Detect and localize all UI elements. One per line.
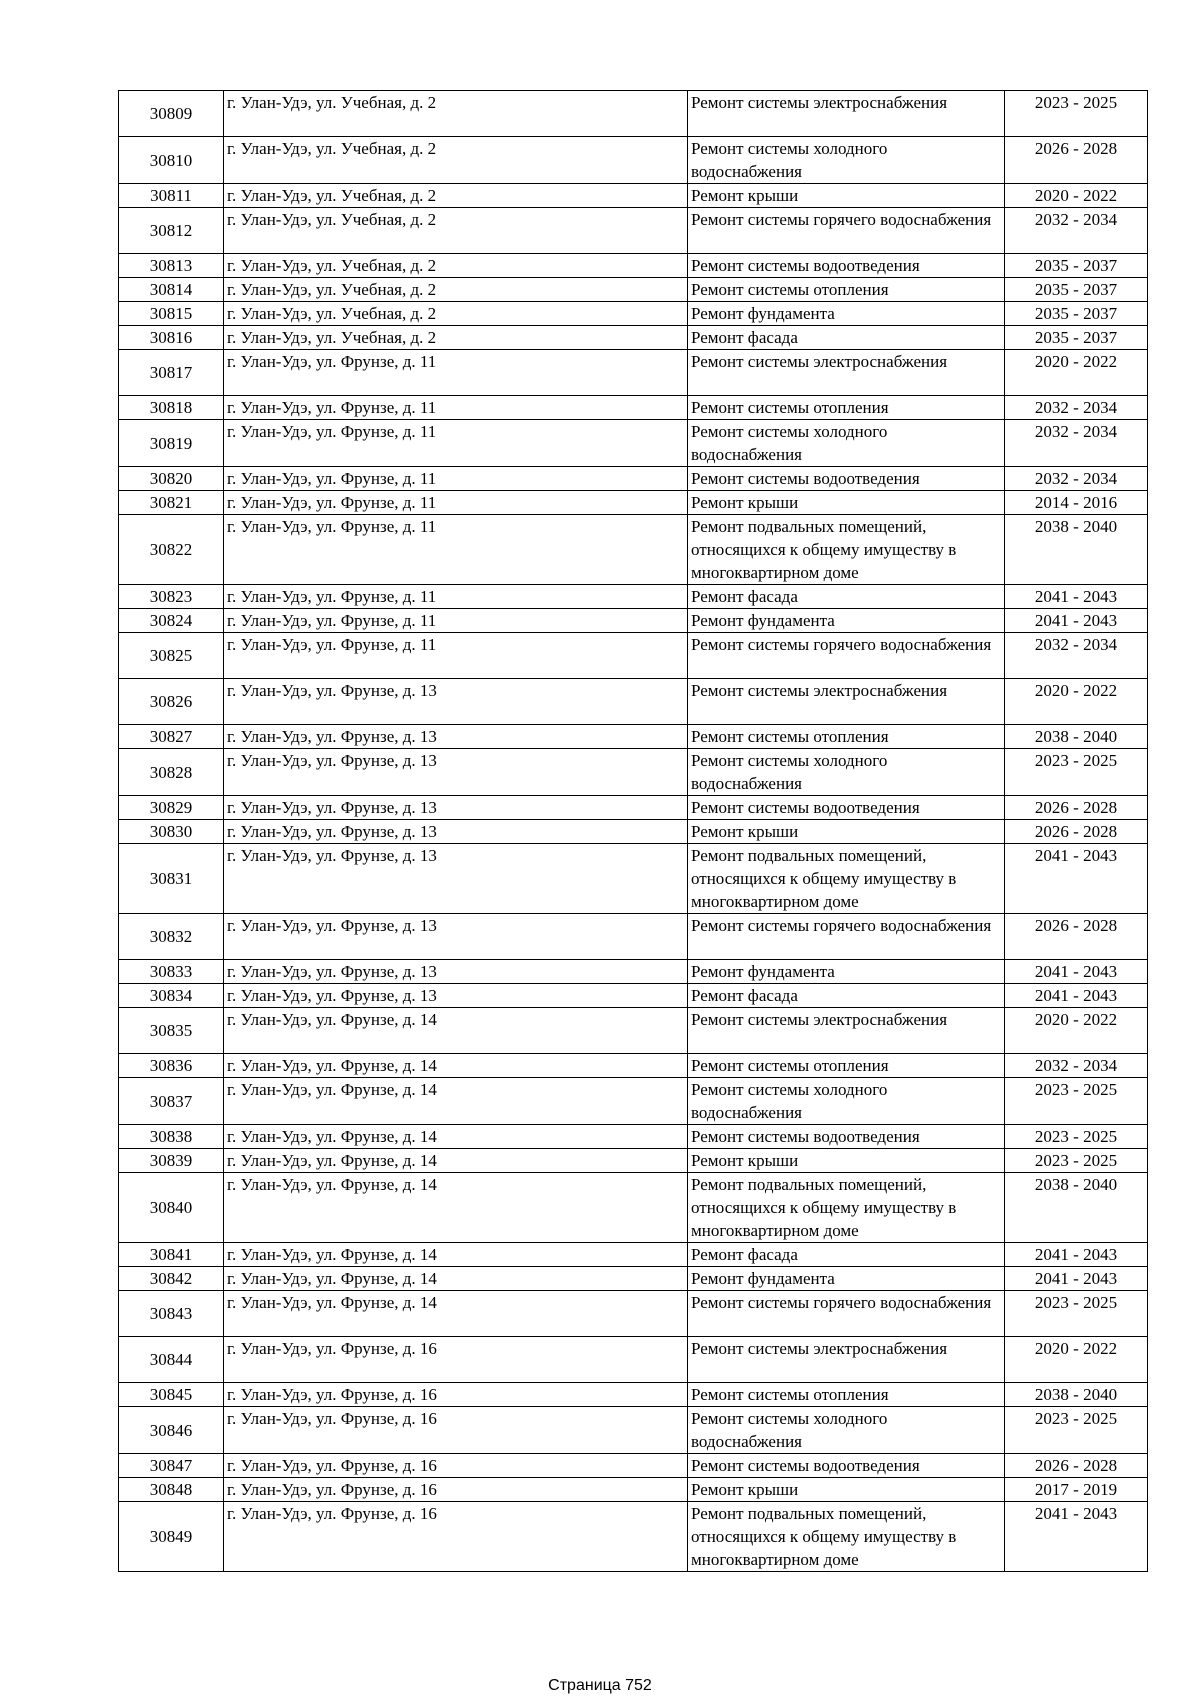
work-type-cell: Ремонт фундамента (688, 1267, 1005, 1291)
record-number-cell: 30846 (119, 1407, 224, 1454)
work-type-cell: Ремонт фундамента (688, 960, 1005, 984)
work-type-cell: Ремонт системы холодного водоснабжения (688, 420, 1005, 467)
address-cell: г. Улан-Удэ, ул. Фрунзе, д. 16 (224, 1337, 688, 1383)
period-cell: 2014 - 2016 (1005, 491, 1148, 515)
table-row (119, 609, 1148, 633)
address-cell: г. Улан-Удэ, ул. Фрунзе, д. 13 (224, 749, 688, 796)
work-type-cell: Ремонт системы горячего водоснабжения (688, 1291, 1005, 1337)
table-row (119, 1502, 1148, 1572)
table-row (119, 1125, 1148, 1149)
period-cell: 2041 - 2043 (1005, 585, 1148, 609)
table-row (119, 984, 1148, 1008)
record-number-cell: 30838 (119, 1125, 224, 1149)
period-cell: 2041 - 2043 (1005, 960, 1148, 984)
address-cell: г. Улан-Удэ, ул. Фрунзе, д. 13 (224, 960, 688, 984)
period-cell: 2041 - 2043 (1005, 844, 1148, 914)
work-type-cell: Ремонт системы холодного водоснабжения (688, 1078, 1005, 1125)
table-row (119, 960, 1148, 984)
record-number-cell: 30848 (119, 1478, 224, 1502)
work-type-cell: Ремонт подвальных помещений, относящихся к общему имуществу в многоквартирном доме (688, 844, 1005, 914)
record-number-cell: 30828 (119, 749, 224, 796)
work-type-cell: Ремонт системы холодного водоснабжения (688, 749, 1005, 796)
record-number-cell: 30817 (119, 350, 224, 396)
record-number-cell: 30821 (119, 491, 224, 515)
period-cell: 2035 - 2037 (1005, 254, 1148, 278)
record-number-cell: 30847 (119, 1454, 224, 1478)
table-row (119, 278, 1148, 302)
address-cell: г. Улан-Удэ, ул. Фрунзе, д. 14 (224, 1125, 688, 1149)
record-number-cell: 30839 (119, 1149, 224, 1173)
table-row (119, 184, 1148, 208)
record-number-cell: 30840 (119, 1173, 224, 1243)
period-cell: 2020 - 2022 (1005, 1008, 1148, 1054)
period-cell: 2041 - 2043 (1005, 1267, 1148, 1291)
period-cell: 2017 - 2019 (1005, 1478, 1148, 1502)
period-cell: 2023 - 2025 (1005, 1078, 1148, 1125)
record-number-cell: 30836 (119, 1054, 224, 1078)
table-row (119, 1454, 1148, 1478)
work-type-cell: Ремонт системы отопления (688, 725, 1005, 749)
record-number-cell: 30849 (119, 1502, 224, 1572)
work-type-cell: Ремонт фасада (688, 585, 1005, 609)
work-type-cell: Ремонт системы горячего водоснабжения (688, 208, 1005, 254)
address-cell: г. Улан-Удэ, ул. Фрунзе, д. 16 (224, 1478, 688, 1502)
work-type-cell: Ремонт подвальных помещений, относящихся к общему имуществу в многоквартирном доме (688, 1173, 1005, 1243)
record-number-cell: 30835 (119, 1008, 224, 1054)
period-cell: 2026 - 2028 (1005, 796, 1148, 820)
address-cell: г. Улан-Удэ, ул. Учебная, д. 2 (224, 254, 688, 278)
address-cell: г. Улан-Удэ, ул. Учебная, д. 2 (224, 137, 688, 184)
address-cell: г. Улан-Удэ, ул. Фрунзе, д. 11 (224, 609, 688, 633)
record-number-cell: 30841 (119, 1243, 224, 1267)
record-number-cell: 30845 (119, 1383, 224, 1407)
table-row (119, 208, 1148, 254)
period-cell: 2023 - 2025 (1005, 1407, 1148, 1454)
record-number-cell: 30827 (119, 725, 224, 749)
period-cell: 2026 - 2028 (1005, 820, 1148, 844)
address-cell: г. Улан-Удэ, ул. Фрунзе, д. 11 (224, 396, 688, 420)
work-type-cell: Ремонт фундамента (688, 302, 1005, 326)
repair-schedule-table (118, 90, 1148, 1572)
period-cell: 2032 - 2034 (1005, 396, 1148, 420)
table-row (119, 326, 1148, 350)
period-cell: 2020 - 2022 (1005, 1337, 1148, 1383)
record-number-cell: 30843 (119, 1291, 224, 1337)
table-row (119, 796, 1148, 820)
record-number-cell: 30830 (119, 820, 224, 844)
period-cell: 2032 - 2034 (1005, 1054, 1148, 1078)
record-number-cell: 30832 (119, 914, 224, 960)
work-type-cell: Ремонт фасада (688, 984, 1005, 1008)
table-body (119, 91, 1148, 1572)
record-number-cell: 30813 (119, 254, 224, 278)
address-cell: г. Улан-Удэ, ул. Учебная, д. 2 (224, 184, 688, 208)
address-cell: г. Улан-Удэ, ул. Фрунзе, д. 11 (224, 420, 688, 467)
record-number-cell: 30814 (119, 278, 224, 302)
period-cell: 2026 - 2028 (1005, 1454, 1148, 1478)
table-row (119, 1407, 1148, 1454)
work-type-cell: Ремонт фасада (688, 1243, 1005, 1267)
address-cell: г. Улан-Удэ, ул. Учебная, д. 2 (224, 302, 688, 326)
period-cell: 2041 - 2043 (1005, 1502, 1148, 1572)
record-number-cell: 30842 (119, 1267, 224, 1291)
work-type-cell: Ремонт фасада (688, 326, 1005, 350)
record-number-cell: 30844 (119, 1337, 224, 1383)
work-type-cell: Ремонт подвальных помещений, относящихся к общему имуществу в многоквартирном доме (688, 515, 1005, 585)
address-cell: г. Улан-Удэ, ул. Фрунзе, д. 14 (224, 1291, 688, 1337)
table-row (119, 467, 1148, 491)
table-row (119, 302, 1148, 326)
period-cell: 2038 - 2040 (1005, 725, 1148, 749)
table-row (119, 396, 1148, 420)
table-row (119, 1243, 1148, 1267)
record-number-cell: 30831 (119, 844, 224, 914)
record-number-cell: 30829 (119, 796, 224, 820)
table-row (119, 585, 1148, 609)
table-row (119, 1008, 1148, 1054)
table-row (119, 820, 1148, 844)
address-cell: г. Улан-Удэ, ул. Учебная, д. 2 (224, 278, 688, 302)
work-type-cell: Ремонт системы холодного водоснабжения (688, 137, 1005, 184)
table-row (119, 633, 1148, 679)
address-cell: г. Улан-Удэ, ул. Фрунзе, д. 14 (224, 1267, 688, 1291)
work-type-cell: Ремонт системы водоотведения (688, 254, 1005, 278)
table-row (119, 1291, 1148, 1337)
period-cell: 2023 - 2025 (1005, 1125, 1148, 1149)
address-cell: г. Улан-Удэ, ул. Фрунзе, д. 14 (224, 1149, 688, 1173)
work-type-cell: Ремонт фундамента (688, 609, 1005, 633)
period-cell: 2023 - 2025 (1005, 1149, 1148, 1173)
work-type-cell: Ремонт системы водоотведения (688, 1125, 1005, 1149)
address-cell: г. Улан-Удэ, ул. Фрунзе, д. 13 (224, 914, 688, 960)
address-cell: г. Улан-Удэ, ул. Фрунзе, д. 13 (224, 679, 688, 725)
record-number-cell: 30816 (119, 326, 224, 350)
work-type-cell: Ремонт крыши (688, 184, 1005, 208)
period-cell: 2026 - 2028 (1005, 914, 1148, 960)
work-type-cell: Ремонт системы отопления (688, 396, 1005, 420)
record-number-cell: 30810 (119, 137, 224, 184)
record-number-cell: 30818 (119, 396, 224, 420)
work-type-cell: Ремонт крыши (688, 491, 1005, 515)
period-cell: 2032 - 2034 (1005, 208, 1148, 254)
record-number-cell: 30823 (119, 585, 224, 609)
work-type-cell: Ремонт подвальных помещений, относящихся к общему имуществу в многоквартирном доме (688, 1502, 1005, 1572)
period-cell: 2023 - 2025 (1005, 91, 1148, 137)
record-number-cell: 30809 (119, 91, 224, 137)
period-cell: 2032 - 2034 (1005, 420, 1148, 467)
record-number-cell: 30837 (119, 1078, 224, 1125)
address-cell: г. Улан-Удэ, ул. Фрунзе, д. 11 (224, 467, 688, 491)
address-cell: г. Улан-Удэ, ул. Фрунзе, д. 11 (224, 491, 688, 515)
record-number-cell: 30811 (119, 184, 224, 208)
address-cell: г. Улан-Удэ, ул. Учебная, д. 2 (224, 208, 688, 254)
table-row (119, 254, 1148, 278)
table-row (119, 914, 1148, 960)
record-number-cell: 30812 (119, 208, 224, 254)
table-row (119, 1383, 1148, 1407)
address-cell: г. Улан-Удэ, ул. Фрунзе, д. 13 (224, 725, 688, 749)
table-row (119, 1173, 1148, 1243)
work-type-cell: Ремонт системы электроснабжения (688, 1008, 1005, 1054)
period-cell: 2038 - 2040 (1005, 1173, 1148, 1243)
address-cell: г. Улан-Удэ, ул. Фрунзе, д. 16 (224, 1407, 688, 1454)
period-cell: 2020 - 2022 (1005, 184, 1148, 208)
address-cell: г. Улан-Удэ, ул. Учебная, д. 2 (224, 91, 688, 137)
table-row (119, 1337, 1148, 1383)
address-cell: г. Улан-Удэ, ул. Фрунзе, д. 11 (224, 585, 688, 609)
work-type-cell: Ремонт системы горячего водоснабжения (688, 633, 1005, 679)
period-cell: 2041 - 2043 (1005, 984, 1148, 1008)
period-cell: 2035 - 2037 (1005, 326, 1148, 350)
address-cell: г. Улан-Удэ, ул. Фрунзе, д. 11 (224, 633, 688, 679)
address-cell: г. Улан-Удэ, ул. Фрунзе, д. 13 (224, 844, 688, 914)
period-cell: 2032 - 2034 (1005, 467, 1148, 491)
work-type-cell: Ремонт крыши (688, 1478, 1005, 1502)
table-row (119, 749, 1148, 796)
table-row (119, 491, 1148, 515)
period-cell: 2026 - 2028 (1005, 137, 1148, 184)
address-cell: г. Улан-Удэ, ул. Фрунзе, д. 14 (224, 1173, 688, 1243)
work-type-cell: Ремонт системы водоотведения (688, 467, 1005, 491)
address-cell: г. Улан-Удэ, ул. Фрунзе, д. 14 (224, 1243, 688, 1267)
work-type-cell: Ремонт системы электроснабжения (688, 1337, 1005, 1383)
table-row (119, 1149, 1148, 1173)
address-cell: г. Улан-Удэ, ул. Фрунзе, д. 16 (224, 1454, 688, 1478)
record-number-cell: 30824 (119, 609, 224, 633)
table-row (119, 1267, 1148, 1291)
period-cell: 2020 - 2022 (1005, 350, 1148, 396)
period-cell: 2023 - 2025 (1005, 1291, 1148, 1337)
period-cell: 2041 - 2043 (1005, 609, 1148, 633)
address-cell: г. Улан-Удэ, ул. Фрунзе, д. 11 (224, 515, 688, 585)
work-type-cell: Ремонт системы отопления (688, 1383, 1005, 1407)
table-row (119, 91, 1148, 137)
record-number-cell: 30833 (119, 960, 224, 984)
record-number-cell: 30834 (119, 984, 224, 1008)
address-cell: г. Улан-Удэ, ул. Фрунзе, д. 14 (224, 1008, 688, 1054)
period-cell: 2038 - 2040 (1005, 515, 1148, 585)
record-number-cell: 30819 (119, 420, 224, 467)
table-row (119, 420, 1148, 467)
work-type-cell: Ремонт системы холодного водоснабжения (688, 1407, 1005, 1454)
table-row (119, 137, 1148, 184)
work-type-cell: Ремонт системы водоотведения (688, 796, 1005, 820)
period-cell: 2038 - 2040 (1005, 1383, 1148, 1407)
work-type-cell: Ремонт системы электроснабжения (688, 679, 1005, 725)
address-cell: г. Улан-Удэ, ул. Фрунзе, д. 14 (224, 1054, 688, 1078)
table-row (119, 844, 1148, 914)
work-type-cell: Ремонт системы водоотведения (688, 1454, 1005, 1478)
address-cell: г. Улан-Удэ, ул. Фрунзе, д. 13 (224, 796, 688, 820)
record-number-cell: 30820 (119, 467, 224, 491)
work-type-cell: Ремонт крыши (688, 1149, 1005, 1173)
address-cell: г. Улан-Удэ, ул. Фрунзе, д. 16 (224, 1383, 688, 1407)
period-cell: 2041 - 2043 (1005, 1243, 1148, 1267)
table-row (119, 1078, 1148, 1125)
period-cell: 2035 - 2037 (1005, 278, 1148, 302)
work-type-cell: Ремонт системы отопления (688, 1054, 1005, 1078)
record-number-cell: 30815 (119, 302, 224, 326)
work-type-cell: Ремонт системы электроснабжения (688, 350, 1005, 396)
record-number-cell: 30826 (119, 679, 224, 725)
record-number-cell: 30825 (119, 633, 224, 679)
table-row (119, 679, 1148, 725)
work-type-cell: Ремонт крыши (688, 820, 1005, 844)
page-number: Страница 752 (548, 1677, 652, 1694)
address-cell: г. Улан-Удэ, ул. Фрунзе, д. 13 (224, 820, 688, 844)
table-row (119, 725, 1148, 749)
period-cell: 2023 - 2025 (1005, 749, 1148, 796)
period-cell: 2020 - 2022 (1005, 679, 1148, 725)
work-type-cell: Ремонт системы горячего водоснабжения (688, 914, 1005, 960)
address-cell: г. Улан-Удэ, ул. Учебная, д. 2 (224, 326, 688, 350)
address-cell: г. Улан-Удэ, ул. Фрунзе, д. 11 (224, 350, 688, 396)
table-row (119, 1054, 1148, 1078)
address-cell: г. Улан-Удэ, ул. Фрунзе, д. 13 (224, 984, 688, 1008)
work-type-cell: Ремонт системы отопления (688, 278, 1005, 302)
address-cell: г. Улан-Удэ, ул. Фрунзе, д. 14 (224, 1078, 688, 1125)
period-cell: 2035 - 2037 (1005, 302, 1148, 326)
table-row (119, 1478, 1148, 1502)
table-row (119, 515, 1148, 585)
address-cell: г. Улан-Удэ, ул. Фрунзе, д. 16 (224, 1502, 688, 1572)
record-number-cell: 30822 (119, 515, 224, 585)
work-type-cell: Ремонт системы электроснабжения (688, 91, 1005, 137)
table-row (119, 350, 1148, 396)
period-cell: 2032 - 2034 (1005, 633, 1148, 679)
